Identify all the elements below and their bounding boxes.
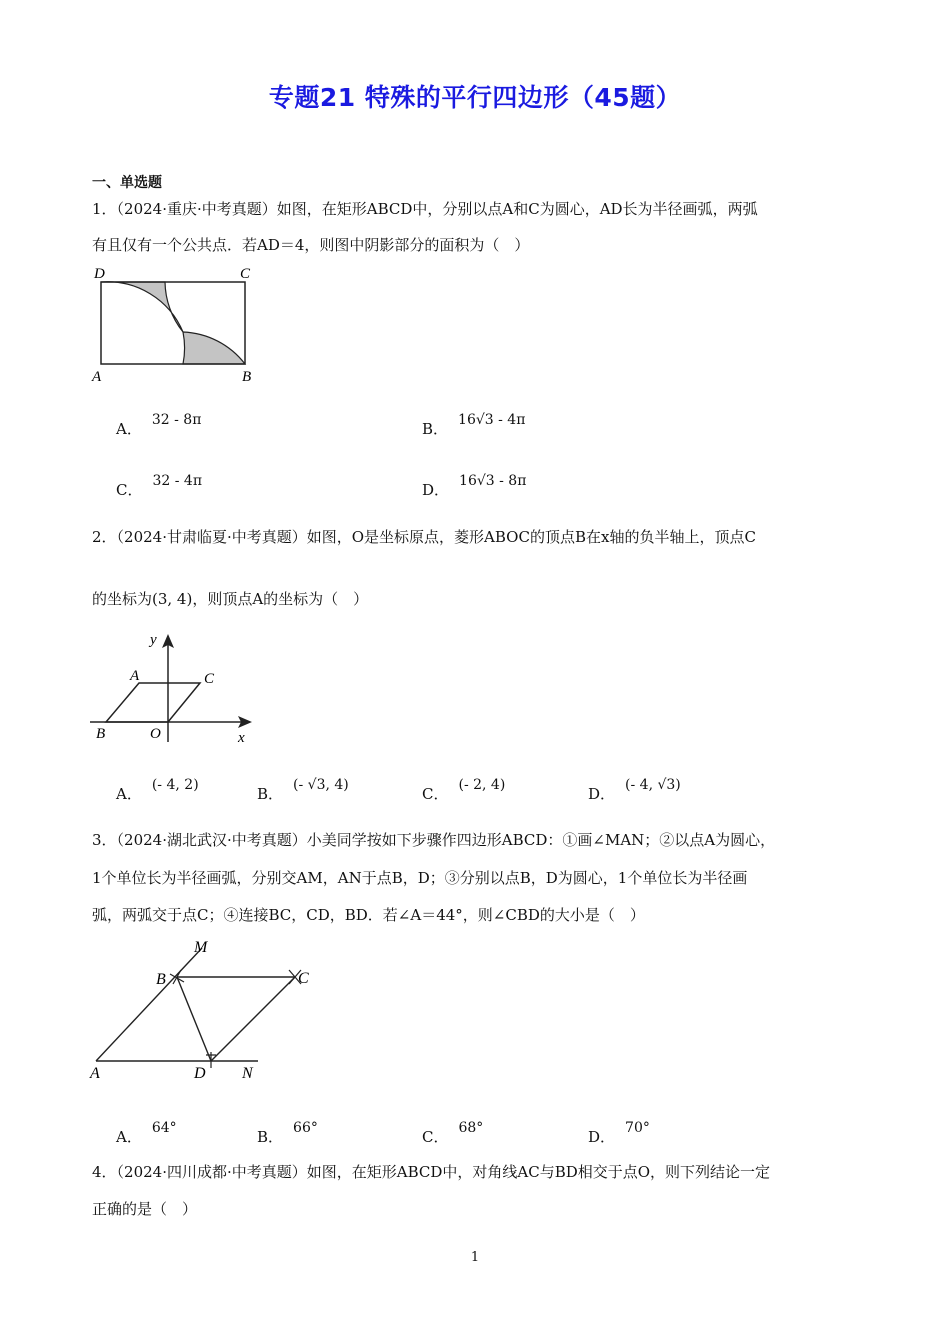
q2-label-c: C: [204, 671, 215, 687]
q1-label-c: C: [240, 266, 251, 282]
q2-line-2: 的坐标为(3, 4)，则顶点A的坐标为（ ）: [92, 590, 369, 608]
q3-label-n: N: [242, 1065, 253, 1082]
q3-label-d: D: [194, 1065, 206, 1082]
q2-option-b: B． (- √3, 4): [257, 777, 349, 803]
q2-rhombus: [106, 683, 200, 722]
q1-label-a: A: [92, 369, 102, 385]
q1-line-2: 有且仅有一个公共点．若AD＝4，则图中阴影部分的面积为（ ）: [92, 236, 530, 254]
q1-label-d: D: [94, 266, 105, 282]
q3-option-d: D． 70°: [588, 1120, 650, 1146]
section-heading: 一、单选题: [92, 175, 162, 191]
q1-option-c: C． 32 - 4π: [116, 473, 203, 499]
q3-ray-am: [96, 948, 202, 1061]
q2-figure: [88, 628, 258, 748]
q3-segment-bd: [177, 977, 211, 1061]
q3-line-3: 弧，两弧交于点C；④连接BC，CD，BD．若∠A＝44°，则∠CBD的大小是（ ）: [92, 906, 645, 924]
q1-figure: [90, 262, 265, 387]
q2-label-a: A: [130, 668, 140, 684]
q1-option-d: D． 16√3 - 8π: [422, 473, 527, 499]
q3-figure: [88, 934, 328, 1084]
q3-line-2: 1个单位长为半径画弧，分别交AM，AN于点B，D；③分别以点B，D为圆心，1个单位长为半径画: [92, 869, 748, 887]
q3-option-c: C． 68°: [422, 1120, 484, 1146]
q2-option-a: A． (- 4, 2): [116, 777, 199, 803]
q3-label-m: M: [194, 939, 208, 956]
q1-option-b: B． 16√3 - 4π: [422, 412, 526, 438]
q3-line-1: 3．（2024·湖北武汉·中考真题）小美同学按如下步骤作四边形ABCD：①画∠MAN；②以点A为圆心，: [92, 831, 776, 849]
q2-line-1: 2．（2024·甘肃临夏·中考真题）如图，O是坐标原点，菱形ABOC的顶点B在x轴的负半轴上，顶点C: [92, 528, 756, 546]
q3-option-a: A． 64°: [116, 1120, 177, 1146]
q2-option-c: C． (- 2, 4): [422, 777, 506, 803]
q1-shaded-region-left: [101, 282, 183, 332]
q3-label-b: B: [156, 971, 166, 988]
q3-label-a: A: [90, 1065, 100, 1082]
q3-arc-mark-d: [206, 1052, 216, 1068]
q3-segment-cd: [211, 977, 295, 1061]
q4-line-2: 正确的是（ ）: [92, 1200, 198, 1218]
page-number: 1: [470, 1250, 480, 1265]
q2-label-y: y: [150, 632, 157, 648]
q2-option-d: D． (- 4, √3): [588, 777, 681, 803]
q1-line-1: 1．（2024·重庆·中考真题）如图，在矩形ABCD中，分别以点A和C为圆心，AD长为半径画弧，两弧: [92, 200, 758, 218]
q3-label-c: C: [298, 970, 309, 987]
q2-label-x: x: [238, 730, 245, 746]
q2-label-o: O: [150, 726, 161, 742]
q1-shaded-region-right: [183, 332, 245, 364]
q1-label-b: B: [242, 369, 252, 385]
q3-option-b: B． 66°: [257, 1120, 318, 1146]
page-title: 专题21 特殊的平行四边形（45题）: [268, 83, 682, 112]
q1-option-a: A． 32 - 8π: [116, 412, 202, 438]
q4-line-1: 4．（2024·四川成都·中考真题）如图，在矩形ABCD中，对角线AC与BD相交于点O，则下列结论一定: [92, 1163, 771, 1181]
q2-label-b: B: [96, 726, 106, 742]
